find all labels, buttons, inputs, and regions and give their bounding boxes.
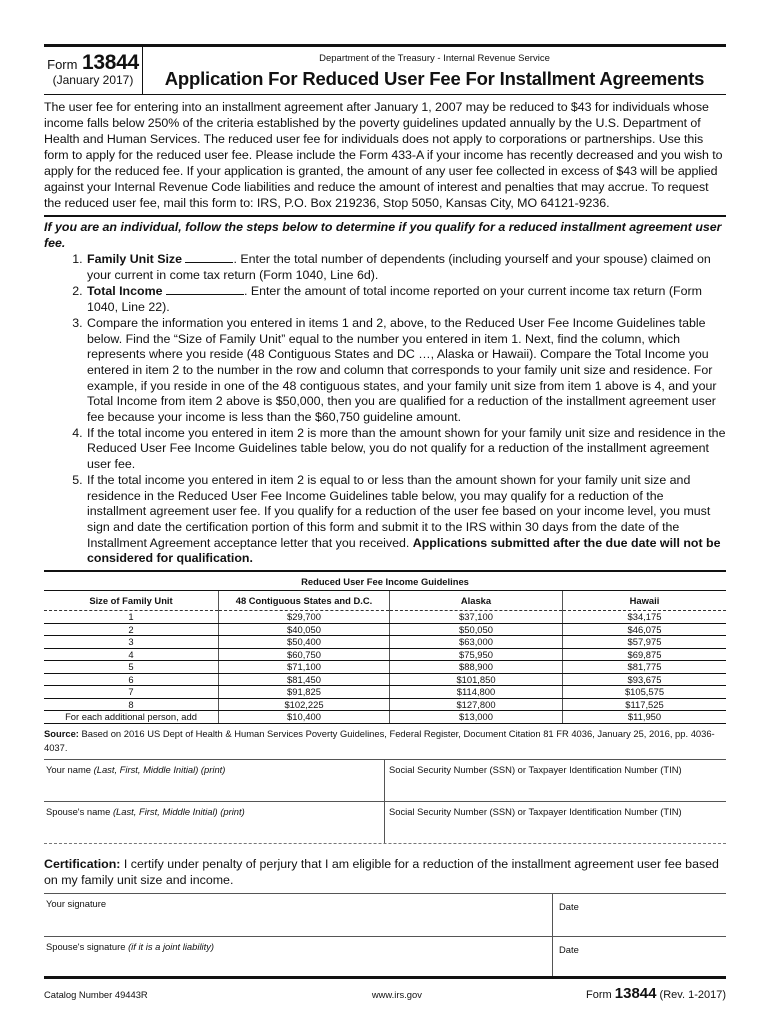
table-cell: 8 [44,698,219,711]
spouse-signature-label: Spouse's signature [46,940,129,952]
table-row [44,661,726,674]
spouse-date-field[interactable] [553,937,726,976]
column-header: Size of Family Unit [44,591,219,611]
footer-form-number: 13844 [614,984,657,1002]
table-cell: $105,575 [563,686,727,699]
your-ssn-field[interactable] [385,760,726,801]
table-header-row [44,591,726,611]
table-row [44,636,726,649]
spouse-date-label: Date [559,943,579,955]
taxpayer-fields [44,759,726,844]
table-cell: $102,225 [219,698,390,711]
your-signature-row [44,894,726,937]
footer-revision: (Rev. 1-2017) [656,988,726,1001]
irs-website-link[interactable]: www.irs.gov [371,988,422,1000]
certification-label: Certification: [44,856,121,871]
table-cell: $63,000 [390,636,563,649]
table-cell: $11,950 [563,711,727,724]
total-income-field[interactable] [166,283,244,295]
family-unit-size-label: Family Unit Size [87,252,183,266]
table-cell: $91,825 [219,686,390,699]
your-ssn-label: Social Security Number (SSN) or Taxpayer Identification Number (TIN) [389,763,682,775]
your-name-hint: (Last, First, Middle Initial) (print) [93,763,226,775]
form-label: Form [47,57,78,72]
step-3: 3. Compare the information you entered in items 1 and 2, above, to the Reduced User Fee Income Guidelines table below. Find the “Size of Family Unit” equal to the number you entered in item 1. Next, find the column, which represents where you reside (48 Contiguous States and DC …, Alaska or Hawaii). Compare the Total Income you entered in item 2 to the number in the row and column that corresponds to your family unit size and residence. For example, if you reside in one of the 48 contiguous states, and your family unit size from item 1 above is 4, and your Total Income from item 2 above is $50,000, then you are qualified for a reduction of the installment agreement user fee because your income is less than the $60,750 guideline amount. [86,316,726,426]
intro-paragraph: The user fee for entering into an installment agreement after January 1, 2007 may be reduced to $43 for individuals whose income falls below 250% of the criteria established by the poverty guidelines updated annually by the U.S. Department of Health and Human Services. The reduced user fee for individuals does not apply to corporations or partnerships. Use this form to apply for the reduced user fee. Please include the Form 433-A if your income has recently decreased and you wish to apply for the reduced fee. If your application is granted, the amount of any user fee collected in excess of $43 will be applied against your Internal Revenue Code liabilities and reduce the amount of interest and penalties that may accrue. To request the reduced user fee, mail this form to: IRS, P.O. Box 219236, Stop 5050, Kansas City, MO 64121-9236. [44,95,726,217]
family-unit-size-field[interactable] [185,251,233,263]
spouse-signature-field[interactable] [44,937,553,976]
step-5-text: If the total income you entered in item 2 is equal to or less than the amount shown for your family unit size and residence in the Reduced User Fee Income Guidelines table below, you may qualify for a reduction of the installment agreement user fee. If you qualify for a reduction of the user fee based on your income level, you must sign and date the certification portion of this form and submit it to the IRS within 30 days from the date of the Installment Agreement acceptance letter that you received. [87,472,711,550]
source-note [44,724,726,759]
footer-form-id [586,985,726,1002]
step-1 [86,251,726,283]
table-cell: $117,525 [563,698,727,711]
form-number: 13844 [81,51,139,74]
table-cell: $60,750 [219,648,390,661]
table-row [44,648,726,661]
column-header: Hawaii [563,591,727,611]
title-block [143,47,726,94]
table-row [44,611,726,624]
source-label: Source: [44,727,79,739]
column-header: 48 Contiguous States and D.C. [219,591,390,611]
spouse-signature-row [44,937,726,979]
spouse-ssn-label: Social Security Number (SSN) or Taxpayer Identification Number (TIN) [389,805,682,817]
table-cell: $75,950 [390,648,563,661]
catalog-number: Catalog Number 49443R [44,988,148,1000]
table-cell: $127,800 [390,698,563,711]
table-cell: $13,000 [390,711,563,724]
your-name-field[interactable] [44,760,385,801]
footer-form-label: Form [586,988,615,1001]
table-cell: $57,975 [563,636,727,649]
spouse-name-field[interactable] [44,802,385,843]
spouse-name-label: Spouse's name [46,805,113,817]
table-cell: $71,100 [219,661,390,674]
table-row [44,698,726,711]
guidelines-table [44,591,726,724]
table-cell: $34,175 [563,611,727,624]
table-cell: $29,700 [219,611,390,624]
table-cell: 6 [44,673,219,686]
form-identifier [44,47,143,94]
guidelines-title: Reduced User Fee Income Guidelines [44,572,726,591]
table-row [44,686,726,699]
certification-statement [44,844,726,894]
table-row [44,623,726,636]
total-income-label: Total Income [87,284,163,299]
spouse-ssn-field[interactable] [385,802,726,843]
irs-form-13844 [44,44,726,1002]
your-name-label: Your name [46,763,94,775]
table-cell: $37,100 [390,611,563,624]
your-signature-label: Your signature [46,897,107,909]
table-cell: $46,075 [563,623,727,636]
certification-text: I certify under penalty of perjury that I am eligible for a reduction of the installment agreement user fee based on my family unit size and income. [44,856,719,887]
your-date-field[interactable] [553,894,726,936]
table-cell: 5 [44,661,219,674]
your-date-label: Date [559,900,579,912]
source-text: Based on 2016 US Dept of Health & Human Services Poverty Guidelines, Federal Register, Document Citation 81 FR 4036, January 25, 2016, pp. 4036-4037. [44,727,715,753]
step-2 [86,283,726,315]
spouse-row [44,802,726,844]
form-date: (January 2017) [52,73,134,87]
spouse-signature-hint: (if it is a joint liability) [128,940,215,952]
steps-heading: If you are an individual, follow the steps below to determine if you qualify for a reduced installment agreement user fee. [44,220,722,250]
table-cell: 2 [44,623,219,636]
table-cell: $69,875 [563,648,727,661]
form-header [44,44,726,95]
department-name: Department of the Treasury - Internal Revenue Service [319,53,550,64]
table-cell: $101,850 [390,673,563,686]
table-cell: $50,050 [390,623,563,636]
form-footer [44,979,726,1002]
table-cell: $81,775 [563,661,727,674]
income-guidelines [44,570,726,759]
table-row [44,711,726,724]
table-cell: 1 [44,611,219,624]
table-cell: $50,400 [219,636,390,649]
table-cell: $10,400 [219,711,390,724]
steps-list [44,251,726,567]
column-header: Alaska [390,591,563,611]
table-cell: $93,675 [563,673,727,686]
table-row [44,673,726,686]
table-cell: For each additional person, add [44,711,219,724]
spouse-name-hint: (Last, First, Middle Initial) (print) [112,805,245,817]
table-cell: 7 [44,686,219,699]
table-cell: $40,050 [219,623,390,636]
table-cell: 4 [44,648,219,661]
step-4: 4. If the total income you entered in item 2 is more than the amount shown for your family unit size and residence in the Reduced User Fee Income Guidelines table below, you do not qualify for a reduction of the installment agreement user fee. [86,426,726,473]
table-cell: $81,450 [219,673,390,686]
table-cell: $88,900 [390,661,563,674]
page-title: Application For Reduced User Fee For Installment Agreements [164,68,705,89]
taxpayer-row [44,760,726,802]
step-2-text: . Enter the amount of total income reported on your current income tax return (Form 1040, Line 22). [87,284,702,315]
table-cell: $114,800 [390,686,563,699]
step-5 [86,473,726,567]
step-5-warning: Applications submitted after the due date will not be considered for qualification. [87,535,721,566]
your-signature-field[interactable] [44,894,553,936]
step-1-text: . Enter the total number of dependents (including yourself and your spouse) claimed on your current in come tax return (Form 1040, Line 6d). [87,252,711,282]
table-cell: 3 [44,636,219,649]
